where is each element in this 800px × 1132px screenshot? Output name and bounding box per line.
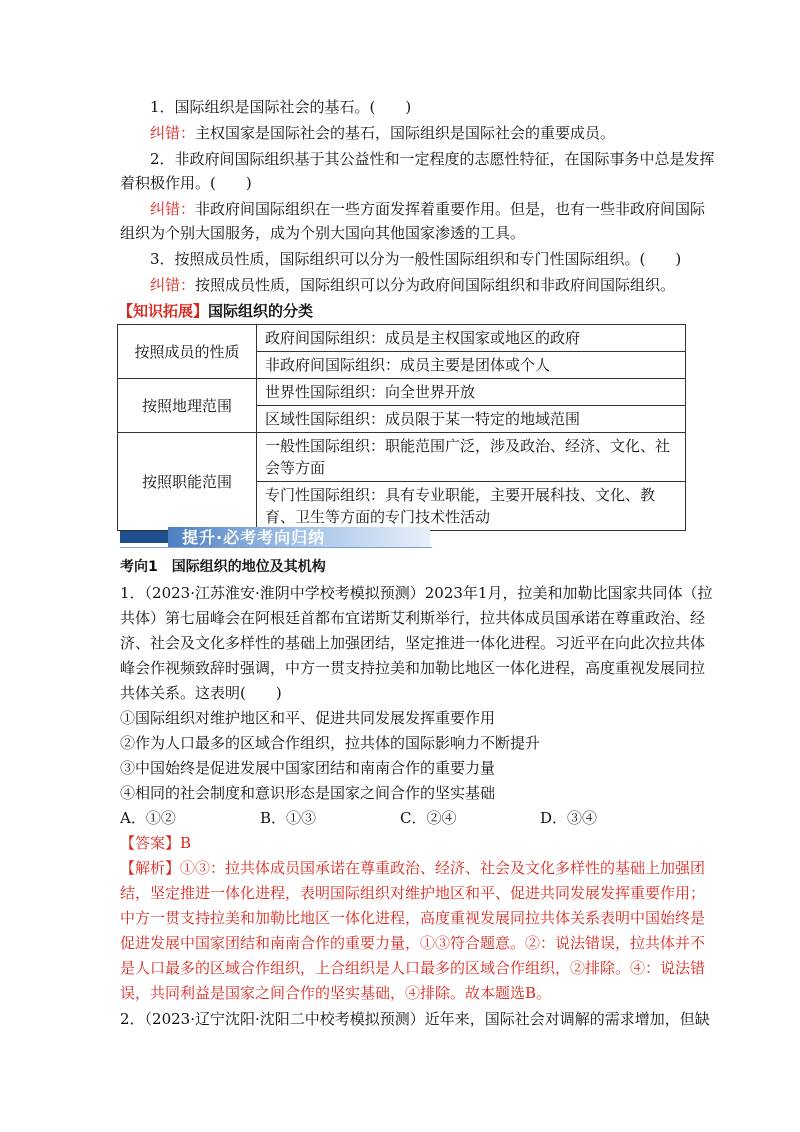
knowledge-extension-heading <box>118 300 678 322</box>
option-a: A．①② <box>120 809 176 827</box>
table-cell: 一般性国际组织：职能范围广泛，涉及政治、经济、文化、社会等方面 <box>257 433 686 482</box>
analysis-line: 误，共同利益是国家之间合作的坚实基础，④排除。故本题选B。 <box>120 984 552 1002</box>
table-cell: 政府间国际组织：成员是主权国家或地区的政府 <box>257 325 686 352</box>
banner-rule <box>120 547 432 548</box>
option-c: C．②④ <box>400 809 457 827</box>
section-heading: 考向1 国际组织的地位及其机构 <box>120 559 326 575</box>
question-1-line: 共体关系。这表明( ) <box>120 684 282 702</box>
table-category: 按照职能范围 <box>118 433 257 531</box>
item-2-correction-line-2: 组织为个别大国服务，成为个别大国向其他国家渗透的工具。 <box>120 224 526 242</box>
table-row <box>118 379 686 406</box>
question-1-line: 峰会作视频致辞时强调，中方一贯支持拉美和加勒比地区一体化进程，高度重视发展同拉 <box>120 659 706 677</box>
correction-label: 纠错： <box>150 200 196 218</box>
extension-title: 国际组织的分类 <box>208 302 314 320</box>
table-cell: 世界性国际组织：向全世界开放 <box>257 379 686 406</box>
item-2-question-line-2: 着积极作用。( ) <box>120 174 252 192</box>
correction-label: 纠错： <box>150 124 196 142</box>
table-cell: 专门性国际组织：具有专业职能，主要开展科技、文化、教育、卫生等方面的专门技术性活动 <box>257 482 686 531</box>
table-row <box>118 433 686 482</box>
banner-bar <box>120 531 168 543</box>
classification-table <box>117 324 686 531</box>
analysis-line: 是人口最多的区域合作组织，上合组织是人口最多的区域合作组织，②排除。④：说法错 <box>120 959 706 977</box>
extension-tag: 【知识拓展】 <box>118 302 209 320</box>
statement-3: ③中国始终是促进发展中国家团结和南南合作的重要力量 <box>120 759 496 777</box>
item-2-question-line-1: 2．非政府间国际组织基于其公益性和一定程度的志愿性特征，在国际事务中总是发挥 <box>150 150 715 168</box>
table-row <box>118 325 686 352</box>
question-2-line: 2．（2023·辽宁沈阳·沈阳二中校考模拟预测）近年来，国际社会对调解的需求增加，但缺 <box>120 1010 710 1028</box>
analysis-line: 【解析】①③：拉共体成员国承诺在尊重政治、经济、社会及文化多样性的基础上加强团 <box>120 859 706 877</box>
item-3-correction: 纠错：按照成员性质，国际组织可以分为政府间国际组织和非政府间国际组织。 <box>150 276 676 294</box>
question-1-line: 1．（2023·江苏淮安·淮阴中学校考模拟预测）2023年1月，拉美和加勒比国家共同体（拉 <box>120 584 713 602</box>
statement-2: ②作为人口最多的区域合作组织，拉共体的国际影响力不断提升 <box>120 734 541 752</box>
table-category: 按照地理范围 <box>118 379 257 433</box>
correction-label: 纠错： <box>150 276 196 294</box>
question-1-line: 共体）第七届峰会在阿根廷首都布宜诺斯艾利斯举行，拉共体成员国承诺在尊重政治、经 <box>120 609 706 627</box>
item-2-correction-line-1: 纠错：非政府间国际组织在一些方面发挥着重要作用。但是，也有一些非政府间国际 <box>150 200 706 218</box>
option-b: B．①③ <box>260 809 317 827</box>
statement-1: ①国际组织对维护地区和平、促进共同发展发挥重要作用 <box>120 709 496 727</box>
item-1-question: 1．国际组织是国际社会的基石。( ) <box>150 98 412 116</box>
option-d: D．③④ <box>540 809 598 827</box>
table-category: 按照成员的性质 <box>118 325 257 379</box>
table-cell: 非政府间国际组织：成员主要是团体或个人 <box>257 352 686 379</box>
statement-4: ④相同的社会制度和意识形态是国家之间合作的坚实基础 <box>120 784 496 802</box>
item-1-correction: 纠错：主权国家是国际社会的基石，国际组织是国际社会的重要成员。 <box>150 124 616 142</box>
analysis-line: 中方一贯支持拉美和加勒比地区一体化进程，高度重视发展同拉共体关系表明中国始终是 <box>120 909 706 927</box>
answer: 【答案】B <box>120 834 192 852</box>
analysis-line: 结，坚定推进一体化进程，表明国际组织对维护地区和平、促进共同发展发挥重要作用； <box>120 884 706 902</box>
section-banner <box>120 523 432 549</box>
analysis-line: 促进发展中国家团结和南南合作的重要力量，①③符合题意。②：说法错误，拉共体并不 <box>120 934 706 952</box>
question-1-line: 济、社会及文化多样性的基础上加强团结，坚定推进一体化进程。习近平在向此次拉共体 <box>120 634 706 652</box>
table-cell: 区域性国际组织：成员限于某一特定的地域范围 <box>257 406 686 433</box>
item-3-question: 3．按照成员性质，国际组织可以分为一般性国际组织和专门性国际组织。( ) <box>150 250 682 268</box>
banner-title: 提升·必考考向归纳 <box>182 528 326 547</box>
answer-options <box>120 807 680 829</box>
